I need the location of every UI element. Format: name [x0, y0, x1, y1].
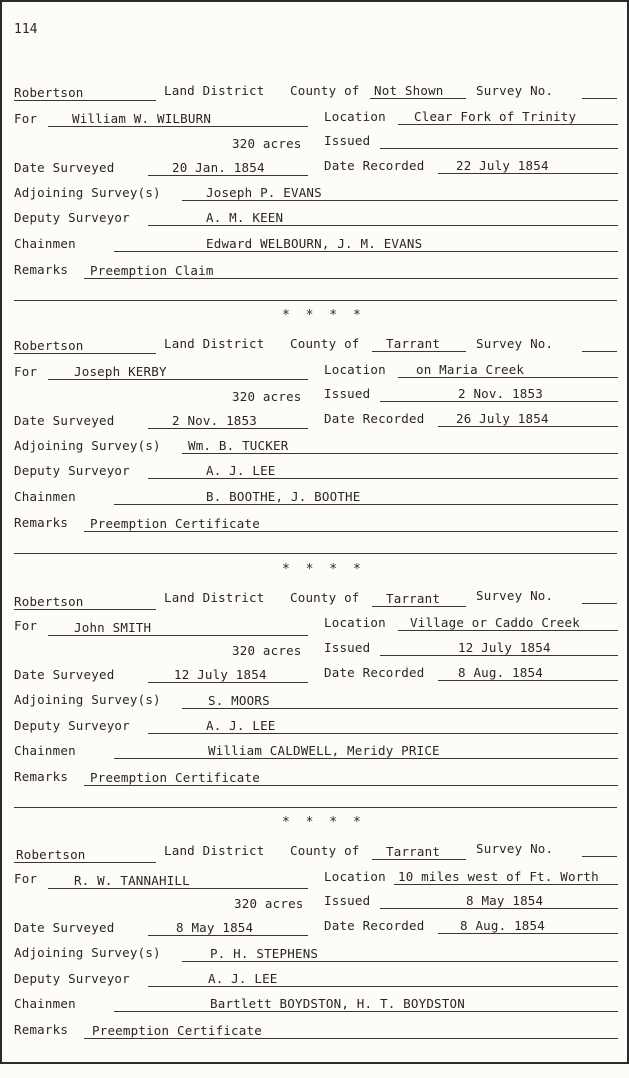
remarks-label: Remarks	[14, 515, 69, 530]
grantee-value: Joseph KERBY	[74, 364, 167, 379]
chainmen-label: Chainmen	[14, 489, 76, 504]
date-recorded-label: Date Recorded	[324, 158, 425, 173]
deputy-label: Deputy Surveyor	[14, 718, 130, 733]
survey-no-label: Survey No.	[476, 336, 554, 351]
land-district-label: Land District	[164, 843, 265, 858]
date-surveyed-value: 8 May 1854	[176, 920, 254, 935]
for-label: For	[14, 871, 38, 886]
issued-value: 2 Nov. 1853	[458, 386, 543, 401]
land-district-label: Land District	[164, 590, 265, 605]
grantee-value: R. W. TANNAHILL	[74, 873, 190, 888]
issued-label: Issued	[324, 893, 371, 908]
county-value: Tarrant	[386, 336, 441, 351]
acres-value: 320 acres	[234, 896, 304, 911]
remarks-label: Remarks	[14, 1022, 69, 1037]
location-value: 10 miles west of Ft. Worth	[398, 869, 599, 884]
date-recorded-value: 8 Aug. 1854	[460, 918, 545, 933]
chainmen-value: Bartlett BOYDSTON, H. T. BOYDSTON	[210, 996, 465, 1011]
chainmen-label: Chainmen	[14, 236, 76, 251]
survey-record-2	[2, 331, 627, 571]
location-label: Location	[324, 362, 386, 377]
date-surveyed-label: Date Surveyed	[14, 413, 115, 428]
remarks-value: Preemption Certificate	[90, 516, 260, 531]
deputy-label: Deputy Surveyor	[14, 463, 130, 478]
location-label: Location	[324, 109, 386, 124]
location-value: Village or Caddo Creek	[410, 615, 580, 630]
issued-value: 8 May 1854	[466, 893, 544, 908]
location-value: Clear Fork of Trinity	[414, 109, 577, 124]
county-label: County of	[290, 83, 360, 98]
grantee-value: John SMITH	[74, 620, 152, 635]
deputy-value: A. J. LEE	[206, 463, 276, 478]
deputy-value: A. M. KEEN	[206, 210, 284, 225]
location-value: on Maria Creek	[416, 362, 525, 377]
for-label: For	[14, 364, 38, 379]
survey-no-label: Survey No.	[476, 588, 554, 603]
survey-record-1	[2, 78, 627, 318]
remarks-value: Preemption Claim	[90, 263, 214, 278]
land-district-label: Land District	[164, 83, 265, 98]
location-label: Location	[324, 869, 386, 884]
issued-label: Issued	[324, 640, 371, 655]
acres-value: 320 acres	[232, 136, 302, 151]
adjoining-label: Adjoining Survey(s)	[14, 692, 161, 707]
date-surveyed-label: Date Surveyed	[14, 667, 115, 682]
chainmen-value: B. BOOTHE, J. BOOTHE	[206, 489, 361, 504]
chainmen-label: Chainmen	[14, 743, 76, 758]
remarks-value: Preemption Certificate	[90, 770, 260, 785]
date-surveyed-value: 2 Nov. 1853	[172, 413, 257, 428]
record-separator: * * * *	[282, 308, 365, 323]
date-surveyed-value: 12 July 1854	[174, 667, 267, 682]
chainmen-label: Chainmen	[14, 996, 76, 1011]
location-label: Location	[324, 615, 386, 630]
county-label: County of	[290, 843, 360, 858]
for-label: For	[14, 618, 38, 633]
record-separator: * * * *	[282, 815, 365, 830]
date-surveyed-value: 20 Jan. 1854	[172, 160, 265, 175]
adjoining-value: Joseph P. EVANS	[206, 185, 322, 200]
page-number: 114	[14, 22, 38, 37]
deputy-value: A. J. LEE	[208, 971, 278, 986]
adjoining-label: Adjoining Survey(s)	[14, 185, 161, 200]
district-value: Robertson	[16, 847, 86, 862]
county-value: Tarrant	[386, 844, 441, 859]
survey-no-label: Survey No.	[476, 841, 554, 856]
acres-value: 320 acres	[232, 643, 302, 658]
remarks-label: Remarks	[14, 262, 69, 277]
county-value: Not Shown	[374, 83, 444, 98]
county-value: Tarrant	[386, 591, 441, 606]
adjoining-label: Adjoining Survey(s)	[14, 438, 161, 453]
chainmen-value: Edward WELBOURN, J. M. EVANS	[206, 236, 423, 251]
county-label: County of	[290, 336, 360, 351]
remarks-label: Remarks	[14, 769, 69, 784]
date-recorded-label: Date Recorded	[324, 918, 425, 933]
deputy-value: A. J. LEE	[206, 718, 276, 733]
date-recorded-value: 26 July 1854	[456, 411, 549, 426]
date-surveyed-label: Date Surveyed	[14, 160, 115, 175]
date-recorded-label: Date Recorded	[324, 411, 425, 426]
date-recorded-value: 8 Aug. 1854	[458, 665, 543, 680]
adjoining-label: Adjoining Survey(s)	[14, 945, 161, 960]
adjoining-value: P. H. STEPHENS	[210, 946, 319, 961]
record-separator: * * * *	[282, 562, 365, 577]
deputy-label: Deputy Surveyor	[14, 971, 130, 986]
issued-label: Issued	[324, 133, 371, 148]
district-value: Robertson	[14, 594, 84, 609]
deputy-label: Deputy Surveyor	[14, 210, 130, 225]
for-label: For	[14, 111, 38, 126]
county-label: County of	[290, 590, 360, 605]
chainmen-value: William CALDWELL, Meridy PRICE	[208, 743, 440, 758]
survey-record-3	[2, 585, 627, 825]
date-recorded-label: Date Recorded	[324, 665, 425, 680]
district-value: Robertson	[14, 85, 84, 100]
acres-value: 320 acres	[232, 389, 302, 404]
adjoining-value: S. MOORS	[208, 693, 270, 708]
district-value: Robertson	[14, 338, 84, 353]
issued-label: Issued	[324, 386, 371, 401]
adjoining-value: Wm. B. TUCKER	[188, 438, 289, 453]
survey-record-4	[2, 838, 627, 1078]
survey-no-label: Survey No.	[476, 83, 554, 98]
grantee-value: William W. WILBURN	[72, 111, 212, 126]
remarks-value: Preemption Certificate	[92, 1023, 262, 1038]
issued-value: 12 July 1854	[458, 640, 551, 655]
land-district-label: Land District	[164, 336, 265, 351]
date-surveyed-label: Date Surveyed	[14, 920, 115, 935]
date-recorded-value: 22 July 1854	[456, 158, 549, 173]
